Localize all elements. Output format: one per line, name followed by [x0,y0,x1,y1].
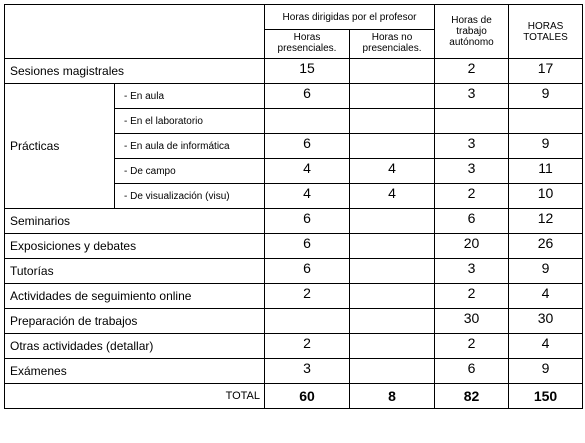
row-label: Actividades de seguimiento online [5,284,265,309]
practicas-group-label: Prácticas [5,84,115,209]
total-non-presential-value: 8 [350,384,435,409]
presential-value: 15 [265,59,350,84]
non-presential-value [350,59,435,84]
non-presential-value [350,309,435,334]
non-presential-value [350,284,435,309]
table-row [5,84,583,109]
non-presential-value [350,234,435,259]
autonomous-value: 3 [435,134,509,159]
total-value: 30 [509,309,583,334]
total-value: 9 [509,359,583,384]
totals-row [5,384,583,409]
grand-total-value: 150 [509,384,583,409]
autonomous-value: 2 [435,284,509,309]
total-autonomous-value: 82 [435,384,509,409]
presential-value: 6 [265,84,350,109]
row-label: Preparación de trabajos [5,309,265,334]
autonomous-value: 2 [435,59,509,84]
table-row [5,334,583,359]
total-value: 26 [509,234,583,259]
total-value: 9 [509,259,583,284]
autonomous-value [435,109,509,134]
non-presential-value [350,84,435,109]
row-label: Exámenes [5,359,265,384]
presential-value [265,309,350,334]
non-presential-value [350,334,435,359]
header-teacher-directed-hours: Horas dirigidas por el profesor [265,5,435,30]
non-presential-value [350,134,435,159]
sub-row-label: - En aula [115,84,265,109]
row-label: Tutorías [5,259,265,284]
sub-row-label: - En aula de informática [115,134,265,159]
header-total-hours: HORAS TOTALES [509,5,583,59]
autonomous-value: 3 [435,159,509,184]
presential-value: 6 [265,209,350,234]
header-non-presential-hours: Horas no presenciales. [350,30,435,59]
corner-empty-cell [5,5,265,59]
presential-value: 2 [265,284,350,309]
table-row [5,59,583,84]
table-row [5,359,583,384]
presential-value: 6 [265,259,350,284]
header-autonomous-hours: Horas de trabajo autónomo [435,5,509,59]
total-value [509,109,583,134]
row-label: Seminarios [5,209,265,234]
table-row [5,259,583,284]
non-presential-value [350,359,435,384]
total-label: TOTAL [5,384,265,409]
table-row [5,309,583,334]
sub-row-label: - De visualización (visu) [115,184,265,209]
row-label: Sesiones magistrales [5,59,265,84]
presential-value: 4 [265,159,350,184]
presential-value: 6 [265,234,350,259]
hours-table [4,4,583,409]
total-value: 4 [509,284,583,309]
total-value: 10 [509,184,583,209]
non-presential-value: 4 [350,159,435,184]
non-presential-value [350,259,435,284]
table-row [5,234,583,259]
row-label: Otras actividades (detallar) [5,334,265,359]
table-row [5,209,583,234]
autonomous-value: 6 [435,359,509,384]
total-value: 4 [509,334,583,359]
header-presential-hours: Horas presenciales. [265,30,350,59]
total-value: 11 [509,159,583,184]
sub-row-label: - De campo [115,159,265,184]
autonomous-value: 30 [435,309,509,334]
autonomous-value: 6 [435,209,509,234]
autonomous-value: 2 [435,334,509,359]
presential-value: 3 [265,359,350,384]
total-value: 9 [509,84,583,109]
autonomous-value: 20 [435,234,509,259]
presential-value: 6 [265,134,350,159]
table-row [5,284,583,309]
autonomous-value: 2 [435,184,509,209]
presential-value [265,109,350,134]
sub-row-label: - En el laboratorio [115,109,265,134]
row-label: Exposiciones y debates [5,234,265,259]
presential-value: 4 [265,184,350,209]
autonomous-value: 3 [435,84,509,109]
non-presential-value [350,109,435,134]
non-presential-value [350,209,435,234]
presential-value: 2 [265,334,350,359]
total-presential-value: 60 [265,384,350,409]
non-presential-value: 4 [350,184,435,209]
autonomous-value: 3 [435,259,509,284]
total-value: 17 [509,59,583,84]
total-value: 9 [509,134,583,159]
total-value: 12 [509,209,583,234]
hours-table-page [4,4,582,440]
